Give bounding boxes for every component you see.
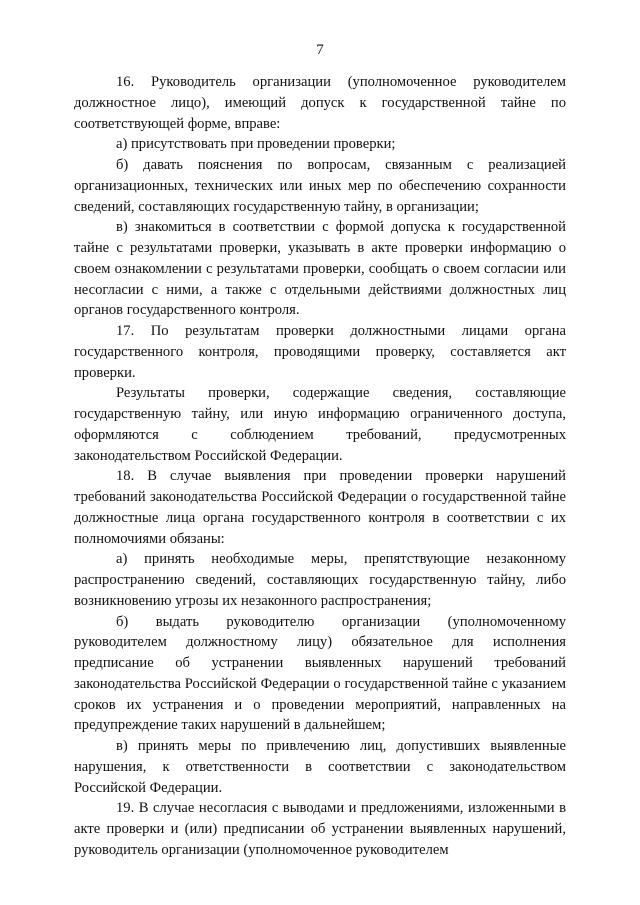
- paragraph-18-a: а) принять необходимые меры, препятствующие незаконному распространению сведений, составляющих государственную тайну, либо возникновению угрозы их незаконного распространения;: [74, 551, 566, 609]
- paragraph-18-b: б) выдать руководителю организации (уполномоченному руководителем должностному лицу) обязательное для исполнения предписание об устранении выявленных нарушений требований законодательства Российской Федерации о государственной тайне с указанием сроков их устранения и о проведении мероприятий, направленных на предупреждение таких нарушений в дальнейшем;: [74, 613, 566, 734]
- paragraph-16: 16. Руководитель организации (уполномоченное руководителем должностное лицо), имеющий допуск к государственной тайне по соответствующей форме, вправе:: [74, 74, 566, 132]
- paragraph-16-v: в) знакомиться в соответствии с формой допуска к государственной тайне с результатами проверки, указывать в акте проверки информацию о своем ознакомлении с результатами проверки, сообщать о своем согласии или несогласии с ними, а также с отдельными действиями должностных лиц органов государственного контроля.: [74, 219, 566, 319]
- page-number: 7: [316, 42, 324, 58]
- paragraph-16-b: б) давать пояснения по вопросам, связанным с реализацией организационных, технических или иных мер по обеспечению сохранности сведений, составляющих государственную тайну, в организации;: [74, 157, 566, 215]
- paragraph-18: 18. В случае выявления при проведении проверки нарушений требований законодательства Российской Федерации о государственной тайне должностные лица органа государственного контроля в соответствии с их полномочиями обязаны:: [74, 468, 566, 547]
- paragraph-18-v: в) принять меры по привлечению лиц, допустивших выявленные нарушения, к ответственности в соответствии с законодательством Российской Федерации.: [74, 738, 566, 796]
- paragraph-19: 19. В случае несогласия с выводами и предложениями, изложенными в акте проверки и (или) предписании об устранении выявленных нарушений, руководитель организации (уполномоченное руководителем: [74, 800, 566, 858]
- paragraph-17-results: Результаты проверки, содержащие сведения, составляющие государственную тайну, или иную информацию ограниченного доступа, оформляются с соблюдением требований, предусмотренных законодательством Российской Федерации.: [74, 385, 566, 464]
- paragraph-16-a: а) присутствовать при проведении проверки;: [116, 136, 396, 153]
- paragraph-17: 17. По результатам проверки должностными лицами органа государственного контроля, проводящими проверку, составляется акт проверки.: [74, 323, 566, 381]
- document-body: [74, 72, 566, 861]
